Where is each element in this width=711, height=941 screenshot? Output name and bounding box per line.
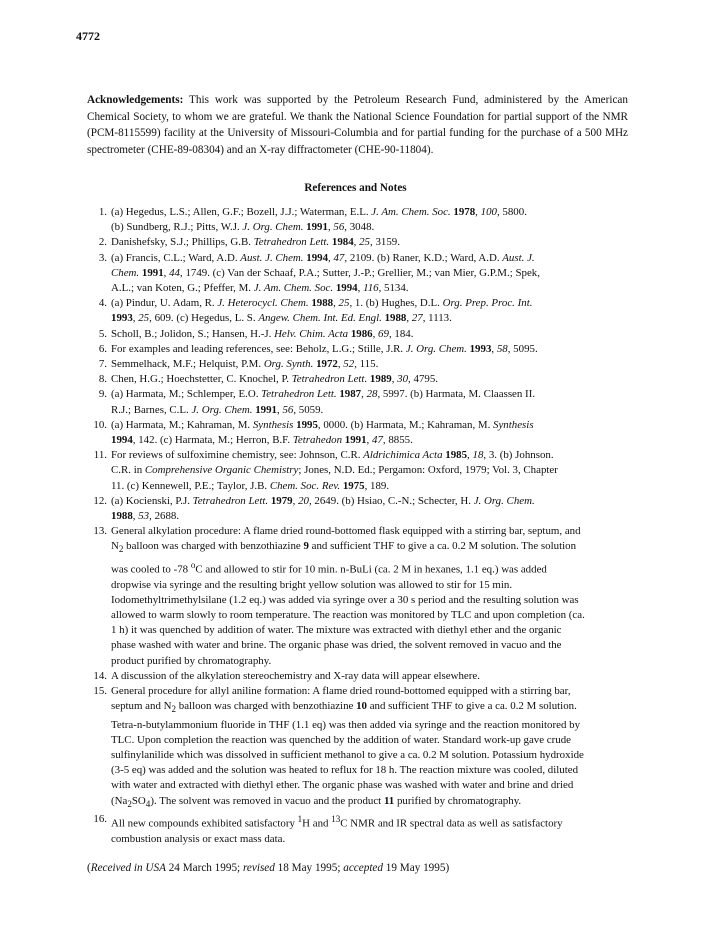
reference-item — [87, 235, 628, 250]
acknowledgements-text: This work was supported by the Petroleum Research Fund, administered by the American Chemical Society, to whom we are grateful. We thank the National Science Foundation for partial support of the NMR (PCM-8115599) facility at the University of Missouri-Columbia and for partial funding for the purchase of a 500 MHz spectrometer (CHE-89-08304) and an X-ray diffractometer (CHE-90-11804). — [87, 94, 628, 156]
reference-line: General alkylation procedure: A flame dried round-bottomed flask equipped with a stirring bar, septum, and — [111, 525, 581, 538]
acknowledgements-paragraph — [87, 92, 628, 158]
references-heading: References and Notes — [304, 182, 407, 194]
reference-text — [111, 684, 628, 812]
reference-line: Scholl, B.; Jolidon, S.; Hansen, H.-J. Helv. Chim. Acta 1986, 69, 184. — [111, 327, 414, 340]
reference-line: Chen, H.G.; Hoechstetter, C. Knochel, P. Tetrahedron Lett. 1989, 30, 4795. — [111, 373, 438, 386]
reference-line: Chem. 1991, 44, 1749. (c) Van der Schaaf, P.A.; Sutter, J.-P.; Grellier, M.; van Mier, G.P.M.; Spek, — [111, 266, 540, 279]
reference-text — [111, 205, 628, 235]
reference-item — [87, 524, 628, 669]
reference-text — [111, 669, 628, 684]
reference-line: (3-5 eq) was added and the solution was heated to reflux for 18 h. The reaction mixture was cooled, diluted — [111, 764, 579, 777]
page-number: 4772 — [76, 29, 100, 43]
reference-line: All new compounds exhibited satisfactory $^1$H and $^{13}$C NMR and IR spectral data as well as satisfactory — [111, 814, 563, 830]
reference-item — [87, 684, 628, 812]
reference-line: (a) Kocienski, P.J. Tetrahedron Lett. 1979, 20, 2649. (b) Hsiao, C.-N.; Schecter, H. J. Org. Chem. — [111, 494, 535, 507]
reference-line: (a) Harmata, M.; Schlemper, E.O. Tetrahedron Lett. 1987, 28, 5997. (b) Harmata, M. Claassen II. — [111, 388, 536, 401]
reference-text — [111, 372, 628, 387]
accepted-label: accepted — [343, 862, 383, 874]
revised-date: 18 May 1995; — [274, 862, 344, 874]
reference-line: For reviews of sulfoximine chemistry, see: Johnson, C.R. Aldrichimica Acta 1985, 18, 3. (b) Johnson. — [111, 449, 554, 462]
reference-line: R.J.; Barnes, C.L. J. Org. Chem. 1991, 56, 5059. — [111, 403, 324, 416]
reference-item — [87, 812, 628, 847]
reference-number: 6. — [98, 342, 107, 355]
reference-line: Danishefsky, S.J.; Phillips, G.B. Tetrahedron Lett. 1984, 25, 3159. — [111, 236, 400, 249]
reference-number: 12. — [93, 494, 107, 507]
received-dates: (Received in USA 24 March 1995; revised 18 May 1995; accepted 19 May 1995) — [87, 862, 450, 874]
acknowledgements-label: Acknowledgements: — [87, 94, 184, 106]
reference-text — [111, 387, 628, 417]
reference-line: For examples and leading references, see: Beholz, L.G.; Stille, J.R. J. Org. Chem. 1993, 58, 5095. — [111, 342, 538, 355]
reference-item — [87, 494, 628, 524]
reference-number: 15. — [93, 685, 107, 698]
reference-line: Tetra-n-butylammonium fluoride in THF (1.1 eq) was then added via syringe and the reaction monitored by — [111, 718, 581, 731]
reference-number: 3. — [98, 251, 107, 264]
reference-text — [111, 342, 628, 357]
reference-text — [111, 357, 628, 372]
reference-line: C.R. in Comprehensive Organic Chemistry; Jones, N.D. Ed.; Pergamon: Oxford, 1979; Vol. 3, Chapter — [111, 464, 558, 477]
reference-number: 1. — [98, 206, 107, 218]
reference-line: phase washed with water and brine. The organic phase was dried, the solvent removed in vacuo and the — [111, 639, 562, 652]
reference-line: $N_2$ balloon was charged with benzothiazine 9 and sufficient THF to give a ca. 0.2 M solution. The solution — [111, 540, 577, 555]
reference-number: 11. — [93, 449, 107, 462]
reference-line: Semmelhack, M.F.; Helquist, P.M. Org. Synth. 1972, 52, 115. — [111, 358, 379, 371]
reference-number: 13. — [93, 525, 107, 538]
reference-item — [87, 251, 628, 297]
reference-line: 11. (c) Kennewell, P.E.; Taylor, J.B. Chem. Soc. Rev. 1975, 189. — [111, 479, 390, 492]
reference-item — [87, 205, 628, 235]
reference-text — [111, 418, 628, 448]
reference-line: combustion analysis or exact mass data. — [111, 832, 286, 845]
reference-line: (b) Sundberg, R.J.; Pitts, W.J. J. Org. Chem. 1991, 56, 3048. — [111, 221, 375, 234]
reference-text — [111, 296, 628, 326]
received-label: Received in USA — [90, 862, 166, 874]
reference-item — [87, 357, 628, 372]
reference-text — [111, 251, 628, 297]
reference-item — [87, 327, 628, 342]
reference-item — [87, 669, 628, 684]
reference-line: $(Na_2SO_4)$. The solvent was removed in vacuo and the product 11 purified by chromatography. — [111, 794, 522, 809]
reference-text — [111, 494, 628, 524]
reference-line: was cooled to -78 $^o$C and allowed to stir for 10 min. n-BuLi (ca. 2 M in hexanes, 1.1 eq.) was added — [111, 559, 547, 576]
reference-line: product purified by chromatography. — [111, 654, 272, 667]
reference-number: 16. — [93, 813, 107, 826]
reference-item — [87, 372, 628, 387]
revised-label: revised — [242, 862, 275, 874]
reference-text — [111, 235, 628, 250]
accepted-date: 19 May 1995 — [383, 862, 446, 874]
reference-line: 1 h) it was quenched by addition of water. The mixture was extracted with diethyl ether and the organic — [111, 624, 562, 637]
reference-item — [87, 448, 628, 494]
reference-line: General procedure for allyl aniline formation: A flame dried round-bottomed equipped with a stirring bar, — [111, 685, 571, 698]
reference-line: sulfinylanilide which was dissolved in sufficient methanol to give a ca. 0.2 M solution. Potassium hydroxide — [111, 749, 584, 762]
reference-number: 9. — [98, 388, 107, 401]
reference-line: allowed to warm slowly to room temperature. The reaction was monitored by TLC and upon completion (ca. — [111, 609, 585, 622]
references-list — [87, 205, 628, 847]
reference-line: septum and $N_2$ balloon was charged with benzothiazine 10 and sufficient THF to give a ca. 0.2 M solution. — [111, 700, 577, 715]
reference-number: 4. — [98, 297, 107, 310]
reference-line: 1993, 25, 609. (c) Hegedus, L. S. Angew. Chem. Int. Ed. Engl. 1988, 27, 1113. — [111, 312, 452, 325]
reference-line: Iodomethyltrimethylsilane (1.2 eq.) was added via syringe over a 30 s period and the resulting solution was — [111, 593, 579, 606]
reference-line: dropwise via syringe and the resulting bright yellow solution was allowed to stir for 15 min. — [111, 578, 513, 591]
reference-item — [87, 342, 628, 357]
reference-text — [111, 812, 628, 847]
reference-line: 1994, 142. (c) Harmata, M.; Herron, B.F. Tetrahedon 1991, 47, 8855. — [111, 434, 413, 447]
reference-number: 8. — [98, 373, 107, 386]
reference-line: A discussion of the alkylation stereochemistry and X-ray data will appear elsewhere. — [111, 669, 480, 682]
reference-text — [111, 448, 628, 494]
reference-number: 2. — [98, 236, 107, 249]
reference-text — [111, 524, 628, 669]
reference-number: 10. — [93, 418, 107, 431]
reference-number: 14. — [93, 669, 107, 682]
reference-item — [87, 387, 628, 417]
reference-line: A.L.; van Koten, G.; Pfeffer, M. J. Am. Chem. Soc. 1994, 116, 5134. — [111, 282, 409, 295]
received-date: 24 March 1995; — [165, 862, 243, 874]
reference-line: 1988, 53, 2688. — [111, 510, 180, 523]
reference-line: TLC. Upon completion the reaction was quenched by the addition of water. Standard work-up gave crude — [111, 733, 571, 746]
reference-line: (a) Francis, C.L.; Ward, A.D. Aust. J. Chem. 1994, 47, 2109. (b) Raner, K.D.; Ward, A.D. Aust. J. — [111, 251, 535, 264]
reference-line: (a) Hegedus, L.S.; Allen, G.F.; Bozell, J.J.; Waterman, E.L. J. Am. Chem. Soc. 1978, 100, 5800. — [111, 206, 527, 218]
reference-number: 5. — [98, 327, 107, 340]
reference-line: with water and extracted with diethyl ether. The organic phase was washed with water and brine and dried — [111, 779, 574, 792]
reference-line: (a) Harmata, M.; Kahraman, M. Synthesis 1995, 0000. (b) Harmata, M.; Kahraman, M. Synthesis — [111, 418, 534, 431]
reference-text — [111, 327, 628, 342]
reference-number: 7. — [98, 358, 107, 371]
reference-item — [87, 418, 628, 448]
reference-item — [87, 296, 628, 326]
reference-line: (a) Pindur, U. Adam, R. J. Heterocycl. Chem. 1988, 25, 1. (b) Hughes, D.L. Org. Prep. Proc. Int. — [111, 297, 533, 310]
